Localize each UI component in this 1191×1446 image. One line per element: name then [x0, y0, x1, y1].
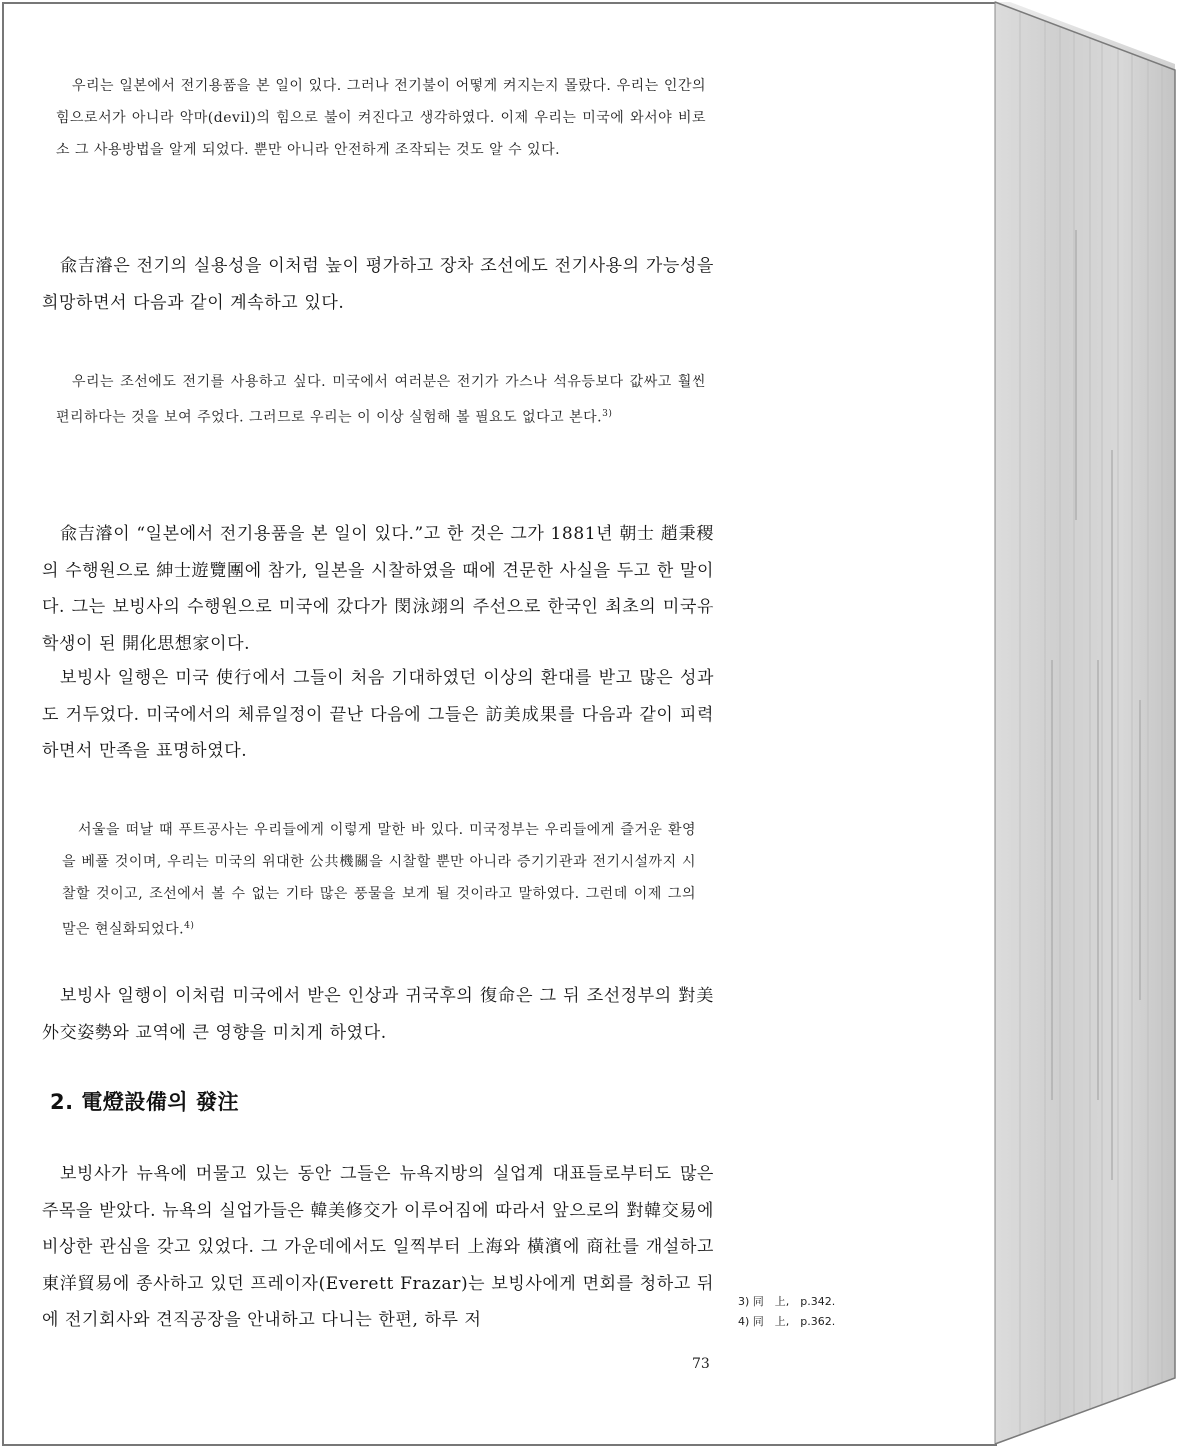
block-quote-3-text: 서울을 떠날 때 푸트공사는 우리들에게 이렇게 말한 바 있다. 미국정부는 우리들에게 즐거운 환영을 베풀 것이며, 우리는 미국의 위대한 公共機關을 시찰할 뿐만 아니라 증기기관과 전기시설까지 시찰할 것이고, 조선에서 볼 수 없는 기타 많은 풍물을 보게 될 것이라고 말하였다. 그런데 이제 그의 말은 현실화되었다. [62, 822, 696, 938]
footnote-ref-3: 3) [602, 409, 613, 419]
footnote-4: 4) 同 上, p.362. [738, 1315, 836, 1328]
paragraph-2: 兪吉濬이 “일본에서 전기용품을 본 일이 있다.”고 한 것은 그가 1881년 朝士 趙秉稷의 수행원으로 紳士遊覽團에 참가, 일본을 시찰하였을 때에 견문한 사실을 두고 한 말이다. 그는 보빙사의 수행원으로 미국에 갔다가 閔泳翊의 주선으로 한국인 최초의 미국유학생이 된 開化思想家이다. [42, 524, 714, 654]
paragraph-1: 兪吉濬은 전기의 실용성을 이처럼 높이 평가하고 장차 조선에도 전기사용의 가능성을 희망하면서 다음과 같이 계속하고 있다. [42, 256, 714, 313]
book-page [2, 2, 997, 1446]
section-heading: 2. 電燈設備의 發注 [50, 1090, 239, 1114]
paragraph-4: 보빙사 일행이 이처럼 미국에서 받은 인상과 귀국후의 復命은 그 뒤 조선정부의 對美外交姿勢와 교역에 큰 영향을 미치게 하였다. [42, 986, 714, 1043]
block-quote-2 [56, 366, 706, 434]
block-quote-2-text: 우리는 조선에도 전기를 사용하고 싶다. 미국에서 여러분은 전기가 가스나 석유등보다 값싸고 훨씬 편리하다는 것을 보여 주었다. 그러므로 우리는 이 이상 실험해 볼 필요도 없다고 본다. [56, 374, 706, 426]
page-number: 73 [692, 1356, 710, 1372]
block-quote-1: 우리는 일본에서 전기용품을 본 일이 있다. 그러나 전기불이 어떻게 켜지는지 몰랐다. 우리는 인간의 힘으로서가 아니라 악마(devil)의 힘으로 불이 켜진다고 생각하였다. 이제 우리는 미국에 와서야 비로소 그 사용방법을 알게 되었다. 뿐만 아니라 안전하게 조작되는 것도 알 수 있다. [56, 78, 706, 158]
footnote-3: 3) 同 上, p.342. [738, 1295, 836, 1308]
paragraph-5: 보빙사가 뉴욕에 머물고 있는 동안 그들은 뉴욕지방의 실업계 대표들로부터도 많은 주목을 받았다. 뉴욕의 실업가들은 韓美修交가 이루어짐에 따라서 앞으로의 對韓交易에 비상한 관심을 갖고 있었다. 그 가운데에서도 일찍부터 上海와 橫濱에 商社를 개설하고 東洋貿易에 종사하고 있던 프레이자(Everett Frazar)는 보빙사에게 면회를 청하고 뒤에 전기회사와 견직공장을 안내하고 다니는 한편, 하루 저 [42, 1164, 714, 1330]
block-quote-3 [62, 814, 696, 946]
footnote-ref-4: 4) [184, 921, 195, 931]
paragraph-3: 보빙사 일행은 미국 使行에서 그들이 처음 기대하였던 이상의 환대를 받고 많은 성과도 거두었다. 미국에서의 체류일정이 끝난 다음에 그들은 訪美成果를 다음과 같이 피력하면서 만족을 표명하였다. [42, 668, 714, 761]
